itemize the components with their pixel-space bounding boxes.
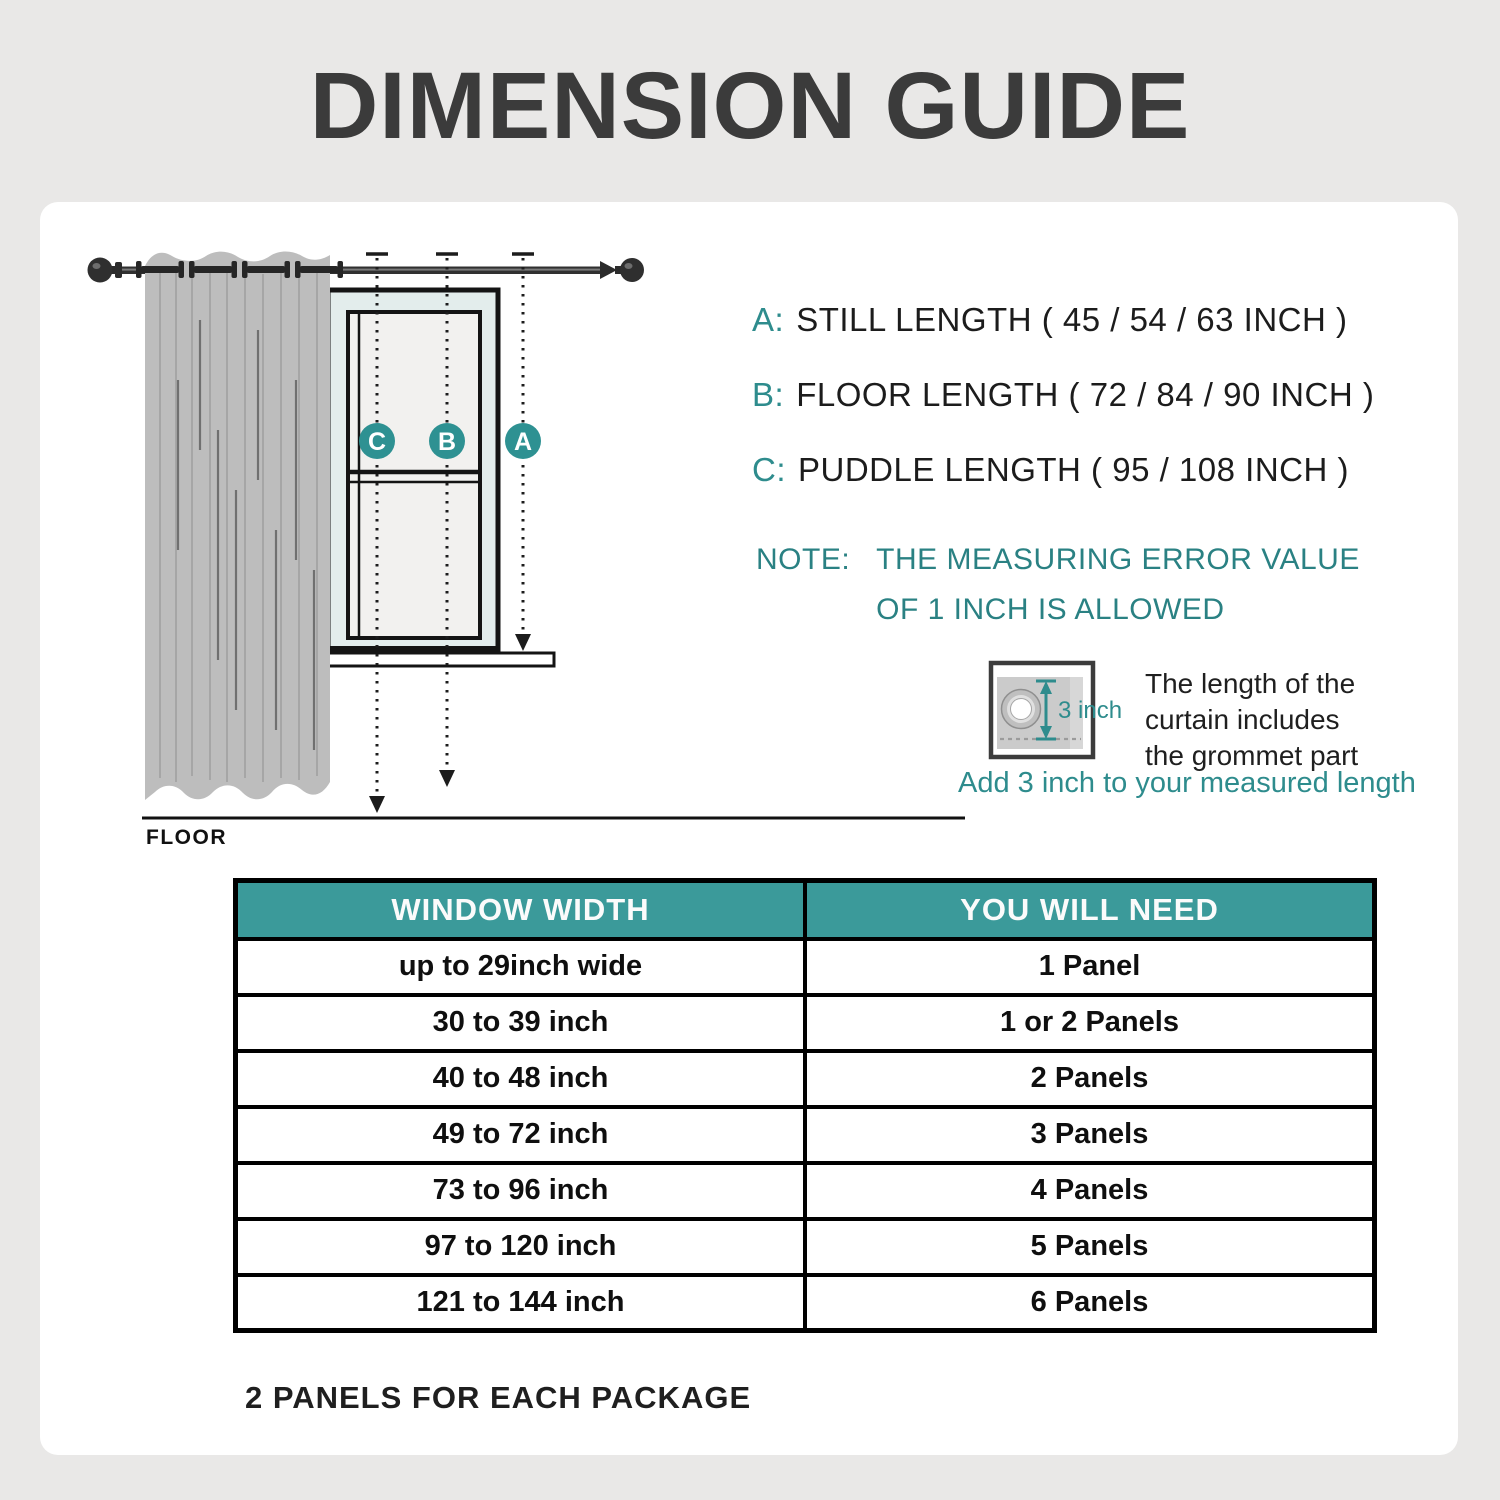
cell-panels: 5 Panels — [805, 1219, 1375, 1275]
table-row — [236, 1275, 1375, 1331]
grommet-desc-line-1: The length of the — [1145, 668, 1356, 699]
legend-text-a: STILL LENGTH ( 45 / 54 / 63 INCH ) — [796, 301, 1348, 338]
measuring-note — [756, 535, 1360, 635]
cell-panels: 3 Panels — [805, 1107, 1375, 1163]
window-illustration — [306, 290, 554, 666]
cell-panels: 4 Panels — [805, 1163, 1375, 1219]
note-label: NOTE: — [756, 543, 851, 576]
legend-item-b — [752, 375, 1374, 415]
package-footnote: 2 PANELS FOR EACH PACKAGE — [245, 1380, 752, 1415]
cell-width: 121 to 144 inch — [236, 1275, 806, 1331]
rod-finial-left — [88, 258, 113, 283]
legend-item-a — [752, 300, 1347, 340]
legend-text-c: PUDDLE LENGTH ( 95 / 108 INCH ) — [798, 451, 1349, 488]
table-row — [236, 1107, 1375, 1163]
note-text — [876, 535, 1360, 635]
table-row — [236, 1163, 1375, 1219]
cell-panels: 1 or 2 Panels — [805, 995, 1375, 1051]
page-title: DIMENSION GUIDE — [309, 53, 1191, 159]
grommet-detail-figure — [988, 660, 1148, 764]
grommet-desc-line-2: curtain includes — [1145, 704, 1340, 735]
legend-key-c: C: — [752, 451, 786, 488]
cell-width: up to 29inch wide — [236, 939, 806, 995]
grommet-measure-label: 3 inch — [1058, 697, 1123, 724]
legend-key-a: A: — [752, 301, 785, 338]
cell-width: 30 to 39 inch — [236, 995, 806, 1051]
table-row — [236, 995, 1375, 1051]
content-card — [40, 202, 1458, 1455]
cell-width: 97 to 120 inch — [236, 1219, 806, 1275]
header-you-will-need: YOU WILL NEED — [805, 881, 1375, 939]
legend-key-b: B: — [752, 376, 785, 413]
grommet-description — [1145, 666, 1358, 774]
table-header-row — [236, 881, 1375, 939]
cell-panels: 6 Panels — [805, 1275, 1375, 1331]
cell-width: 49 to 72 inch — [236, 1107, 806, 1163]
header-window-width: WINDOW WIDTH — [236, 881, 806, 939]
measurement-markers — [359, 423, 541, 459]
legend-item-c — [752, 450, 1349, 490]
curtain-panel — [136, 252, 343, 801]
marker-label-a: A — [513, 428, 533, 456]
cell-panels: 2 Panels — [805, 1051, 1375, 1107]
table-row — [236, 1219, 1375, 1275]
floor-label: FLOOR — [146, 826, 227, 849]
note-line-1: THE MEASURING ERROR VALUE — [876, 543, 1360, 576]
table-row — [236, 939, 1375, 995]
cell-width: 40 to 48 inch — [236, 1051, 806, 1107]
note-line-2: OF 1 INCH IS ALLOWED — [876, 593, 1225, 626]
window-sill — [306, 653, 554, 666]
rod-finial-right — [620, 258, 644, 282]
grommet-desc-line-3: the grommet part — [1145, 740, 1359, 771]
panel-size-table — [233, 878, 1377, 1333]
cell-panels: 1 Panel — [805, 939, 1375, 995]
grommet-add-note: Add 3 inch to your measured length — [958, 767, 1416, 799]
marker-label-b: B — [437, 428, 457, 456]
cell-width: 73 to 96 inch — [236, 1163, 806, 1219]
table-row — [236, 1051, 1375, 1107]
marker-label-c: C — [367, 428, 387, 456]
legend-text-b: FLOOR LENGTH ( 72 / 84 / 90 INCH ) — [796, 376, 1375, 413]
